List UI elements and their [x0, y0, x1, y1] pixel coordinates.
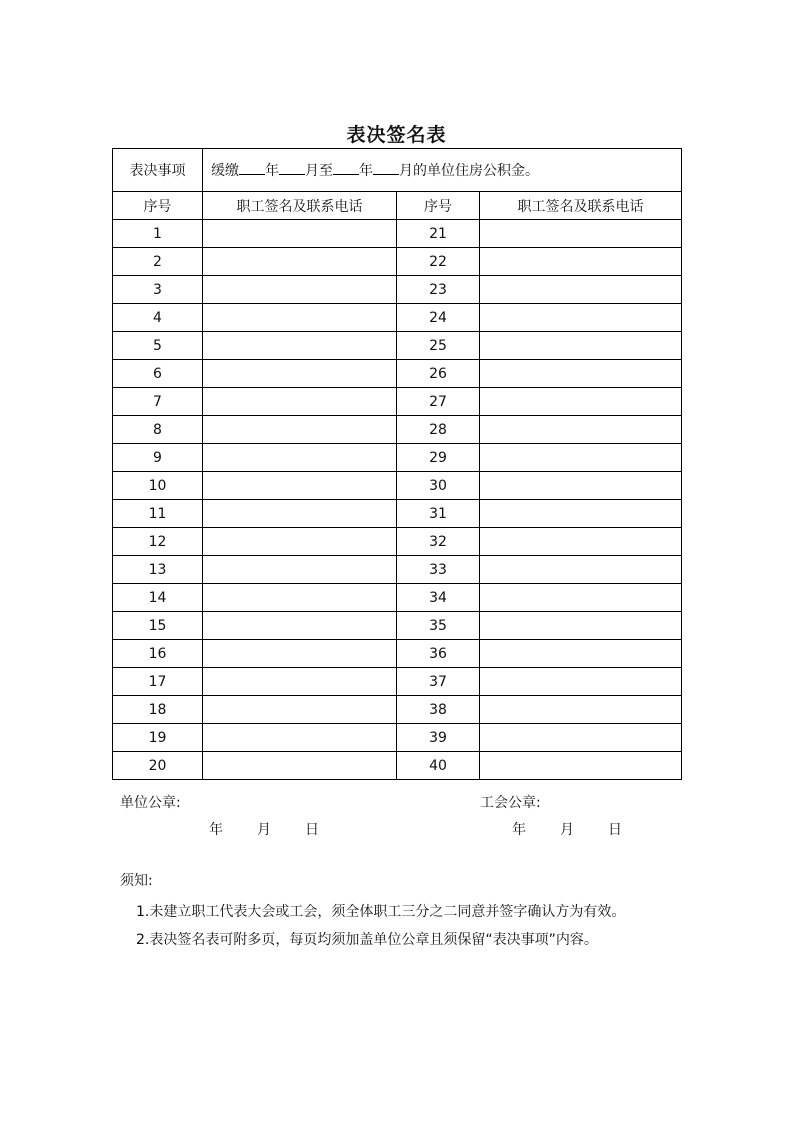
signature-cell[interactable]	[203, 332, 397, 360]
matter-part: 年	[359, 163, 373, 179]
signature-cell[interactable]	[480, 584, 682, 612]
signature-cell[interactable]	[203, 668, 397, 696]
column-header: 序号	[397, 192, 480, 220]
signature-cell[interactable]	[480, 248, 682, 276]
signature-cell[interactable]	[480, 668, 682, 696]
note-item: 2.表决签名表可附多页，每页均须加盖单位公章且须保留“表决事项”内容。	[136, 932, 598, 948]
table-row	[113, 416, 682, 444]
row-number: 10	[113, 472, 203, 500]
table-row	[113, 696, 682, 724]
table-row	[113, 332, 682, 360]
signature-cell[interactable]	[480, 360, 682, 388]
table-row	[113, 276, 682, 304]
month-label: 月	[257, 822, 271, 838]
signature-cell[interactable]	[203, 360, 397, 388]
signature-cell[interactable]	[203, 500, 397, 528]
signature-cell[interactable]	[203, 696, 397, 724]
table-row	[113, 248, 682, 276]
row-number: 15	[113, 612, 203, 640]
table-row	[113, 220, 682, 248]
row-number: 39	[397, 724, 480, 752]
signature-cell[interactable]	[480, 332, 682, 360]
unit-seal-label: 单位公章:	[120, 795, 181, 811]
signature-cell[interactable]	[480, 556, 682, 584]
signature-cell[interactable]	[203, 556, 397, 584]
row-number: 18	[113, 696, 203, 724]
signature-cell[interactable]	[203, 584, 397, 612]
note-item: 1.未建立职工代表大会或工会，须全体职工三分之二同意并签字确认方为有效。	[136, 904, 626, 920]
row-number: 38	[397, 696, 480, 724]
column-header: 序号	[113, 192, 203, 220]
column-header: 职工签名及联系电话	[203, 192, 397, 220]
table-row	[113, 752, 682, 780]
row-number: 32	[397, 528, 480, 556]
notes-title: 须知:	[120, 873, 153, 889]
signature-cell[interactable]	[480, 752, 682, 780]
blank-line[interactable]	[373, 162, 399, 175]
day-label: 日	[305, 822, 319, 838]
year-label: 年	[209, 822, 223, 838]
table-row	[113, 388, 682, 416]
row-number: 28	[397, 416, 480, 444]
signature-cell[interactable]	[480, 388, 682, 416]
signature-table	[112, 148, 682, 780]
row-number: 17	[113, 668, 203, 696]
row-number: 24	[397, 304, 480, 332]
union-date	[512, 819, 622, 839]
table-row	[113, 724, 682, 752]
row-number: 16	[113, 640, 203, 668]
blank-line[interactable]	[333, 162, 359, 175]
blank-line[interactable]	[239, 162, 265, 175]
signature-cell[interactable]	[480, 416, 682, 444]
signature-cell[interactable]	[203, 276, 397, 304]
signature-cell[interactable]	[203, 416, 397, 444]
table-row	[113, 500, 682, 528]
row-number: 29	[397, 444, 480, 472]
row-number: 19	[113, 724, 203, 752]
row-number: 33	[397, 556, 480, 584]
signature-cell[interactable]	[203, 612, 397, 640]
matter-part: 缓缴	[211, 163, 239, 179]
row-number: 40	[397, 752, 480, 780]
matter-part: 年	[265, 163, 279, 179]
row-number: 13	[113, 556, 203, 584]
matter-part: 月至	[305, 163, 333, 179]
row-number: 25	[397, 332, 480, 360]
row-number: 5	[113, 332, 203, 360]
table-row	[113, 472, 682, 500]
signature-cell[interactable]	[203, 528, 397, 556]
signature-cell[interactable]	[480, 276, 682, 304]
table-row	[113, 304, 682, 332]
row-number: 11	[113, 500, 203, 528]
year-label: 年	[512, 822, 526, 838]
union-seal-label: 工会公章:	[480, 795, 541, 811]
signature-cell[interactable]	[480, 724, 682, 752]
signature-cell[interactable]	[203, 640, 397, 668]
table-row	[113, 360, 682, 388]
row-number: 26	[397, 360, 480, 388]
row-number: 20	[113, 752, 203, 780]
row-number: 30	[397, 472, 480, 500]
row-number: 31	[397, 500, 480, 528]
month-label: 月	[560, 822, 574, 838]
table-row	[113, 528, 682, 556]
row-number: 36	[397, 640, 480, 668]
table-row	[113, 444, 682, 472]
signature-cell[interactable]	[480, 304, 682, 332]
table-row	[113, 584, 682, 612]
blank-line[interactable]	[279, 162, 305, 175]
row-number: 37	[397, 668, 480, 696]
row-number: 27	[397, 388, 480, 416]
row-number: 2	[113, 248, 203, 276]
row-number: 34	[397, 584, 480, 612]
day-label: 日	[608, 822, 622, 838]
row-number: 23	[397, 276, 480, 304]
signature-cell[interactable]	[203, 724, 397, 752]
signature-cell[interactable]	[480, 528, 682, 556]
signature-cell[interactable]	[203, 752, 397, 780]
row-number: 9	[113, 444, 203, 472]
matter-label: 表决事项	[113, 149, 203, 192]
row-number: 3	[113, 276, 203, 304]
row-number: 6	[113, 360, 203, 388]
signature-cell[interactable]	[480, 472, 682, 500]
signature-cell[interactable]	[480, 444, 682, 472]
signature-cell[interactable]	[480, 500, 682, 528]
matter-text	[203, 149, 682, 192]
row-number: 22	[397, 248, 480, 276]
matter-part: 月的单位住房公积金。	[399, 163, 539, 179]
table-row	[113, 612, 682, 640]
unit-date	[209, 819, 319, 839]
signature-cell[interactable]	[203, 304, 397, 332]
signature-cell[interactable]	[203, 444, 397, 472]
matter-row	[113, 149, 682, 192]
signature-cell[interactable]	[480, 220, 682, 248]
signature-cell[interactable]	[480, 612, 682, 640]
header-row	[113, 192, 682, 220]
signature-cell[interactable]	[203, 248, 397, 276]
column-header: 职工签名及联系电话	[480, 192, 682, 220]
row-number: 35	[397, 612, 480, 640]
signature-cell[interactable]	[480, 640, 682, 668]
table-row	[113, 556, 682, 584]
signature-cell[interactable]	[203, 472, 397, 500]
signature-cell[interactable]	[203, 388, 397, 416]
row-number: 21	[397, 220, 480, 248]
row-number: 12	[113, 528, 203, 556]
signature-cell[interactable]	[480, 696, 682, 724]
row-number: 7	[113, 388, 203, 416]
row-number: 4	[113, 304, 203, 332]
document-title: 表决签名表	[346, 124, 447, 146]
row-number: 8	[113, 416, 203, 444]
notes-section	[120, 870, 625, 954]
row-number: 14	[113, 584, 203, 612]
row-number: 1	[113, 220, 203, 248]
signature-cell[interactable]	[203, 220, 397, 248]
table-row	[113, 668, 682, 696]
table-row	[113, 640, 682, 668]
